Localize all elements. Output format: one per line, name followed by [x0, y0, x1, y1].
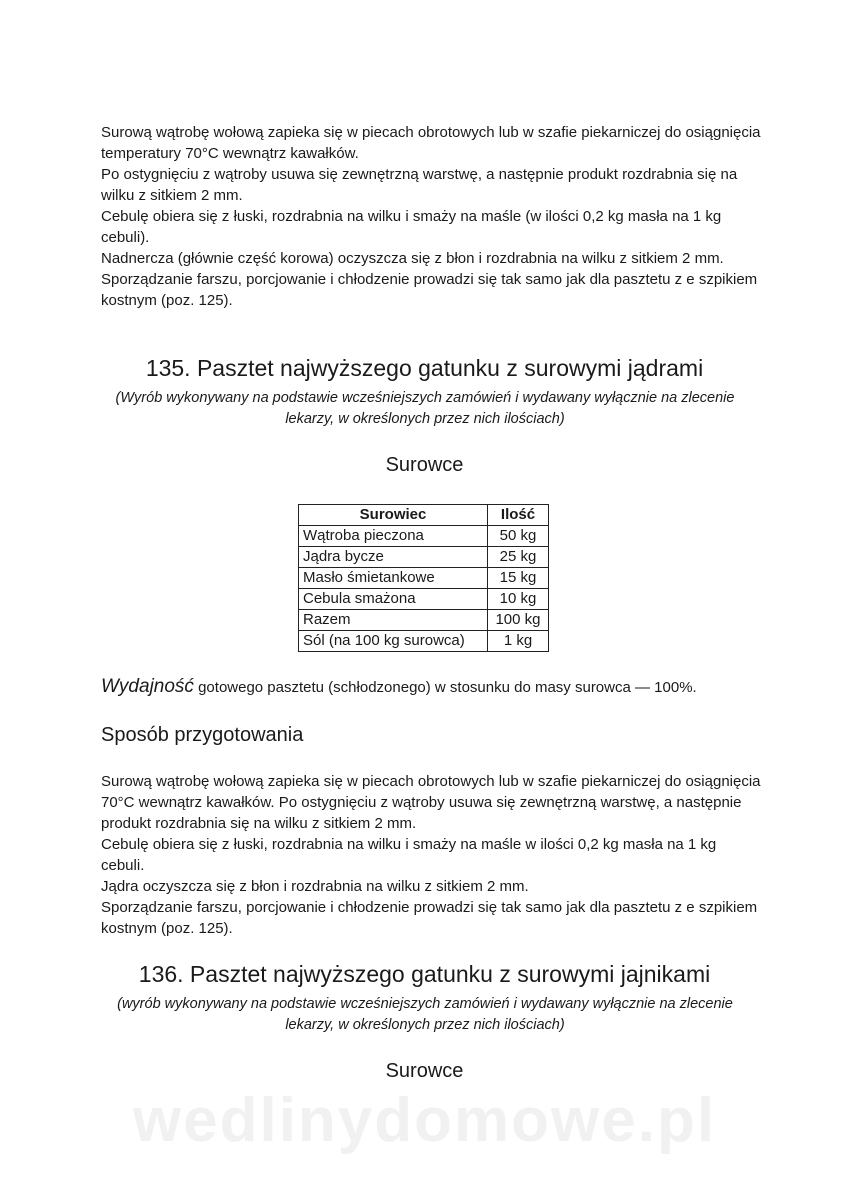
ingredient-name: Masło śmietankowe: [299, 568, 488, 589]
paragraph: Surową wątrobę wołową zapieka się w piecach obrotowych lub w szafie piekarniczej do osiągnięcia temperatury 70°C wewnątrz kawałków.: [101, 124, 761, 162]
ingredient-quantity: 15 kg: [488, 568, 549, 589]
section-135-note: (Wyrób wykonywany na podstawie wcześniejszych zamówień i wydawany wyłącznie na zlecenie lekarzy, w określonych przez nich ilościach): [115, 390, 735, 427]
table-row: [299, 568, 549, 589]
method-heading: Sposób przygotowania: [101, 724, 304, 746]
ingredient-quantity: 10 kg: [488, 589, 549, 610]
yield-text: gotowego pasztetu (schłodzonego) w stosunku do masy surowca — 100%.: [193, 679, 697, 696]
section-136-note: (wyrób wykonywany na podstawie wcześniejszych zamówień i wydawany wyłącznie na zlecenie lekarzy, w określonych przez nich ilościach): [117, 996, 733, 1033]
section-136-title: 136. Pasztet najwyższego gatunku z surowymi jajnikami: [138, 961, 711, 987]
yield-line: [101, 676, 697, 698]
table-row: [299, 610, 549, 631]
column-header-quantity: Ilość: [488, 505, 549, 526]
paragraph: Po ostygnięciu z wątroby usuwa się zewnętrzną warstwę, a następnie produkt rozdrabnia się na wilku z sitkiem 2 mm.: [101, 166, 738, 204]
paragraph: Cebulę obiera się z łuski, rozdrabnia na wilku i smaży na maśle (w ilości 0,2 kg masła na 1 kg cebuli).: [101, 208, 722, 246]
section-135-title: 135. Pasztet najwyższego gatunku z surowymi jądrami: [145, 355, 704, 381]
paragraph: Surową wątrobę wołową zapieka się w piecach obrotowych lub w szafie piekarniczej do osiągnięcia 70°C wewnątrz kawałków. Po ostygnięciu z wątroby usuwa się zewnętrzną warstwę, a następnie produkt rozdrabnia się na wilku z sitkiem 2 mm.: [101, 773, 761, 832]
yield-label: Wydajność: [101, 676, 194, 697]
table-row: [299, 589, 549, 610]
ingredient-name: Wątroba pieczona: [299, 526, 488, 547]
table-row: [299, 526, 549, 547]
ingredient-quantity: 1 kg: [488, 631, 549, 652]
ingredient-quantity: 25 kg: [488, 547, 549, 568]
ingredient-name: Sól (na 100 kg surowca): [299, 631, 488, 652]
ingredient-name: Jądra bycze: [299, 547, 488, 568]
watermark: wedlinydomowe.pl: [132, 1086, 717, 1155]
method-text: [101, 771, 761, 939]
table-row: [299, 631, 549, 652]
ingredient-name: Razem: [299, 610, 488, 631]
previous-section-text: [101, 122, 761, 311]
paragraph: Jądra oczyszcza się z błon i rozdrabnia na wilku z sitkiem 2 mm.: [101, 878, 529, 895]
ingredient-quantity: 50 kg: [488, 526, 549, 547]
ingredient-name: Cebula smażona: [299, 589, 488, 610]
paragraph: Nadnercza (głównie część korowa) oczyszcza się z błon i rozdrabnia na wilku z sitkiem 2 mm.: [101, 250, 724, 267]
ingredients-heading: Surowce: [385, 454, 464, 476]
ingredients-heading-136: Surowce: [385, 1060, 464, 1082]
paragraph: Sporządzanie farszu, porcjowanie i chłodzenie prowadzi się tak samo jak dla pasztetu z e szpikiem kostnym (poz. 125).: [101, 899, 758, 937]
table-row: [299, 547, 549, 568]
ingredients-table: [298, 504, 549, 652]
ingredient-quantity: 100 kg: [488, 610, 549, 631]
paragraph: Cebulę obiera się z łuski, rozdrabnia na wilku i smaży na maśle w ilości 0,2 kg masła na 1 kg cebuli.: [101, 836, 717, 874]
column-header-ingredient: Surowiec: [299, 505, 488, 526]
table-header-row: [299, 505, 549, 526]
paragraph: Sporządzanie farszu, porcjowanie i chłodzenie prowadzi się tak samo jak dla pasztetu z e szpikiem kostnym (poz. 125).: [101, 271, 758, 309]
